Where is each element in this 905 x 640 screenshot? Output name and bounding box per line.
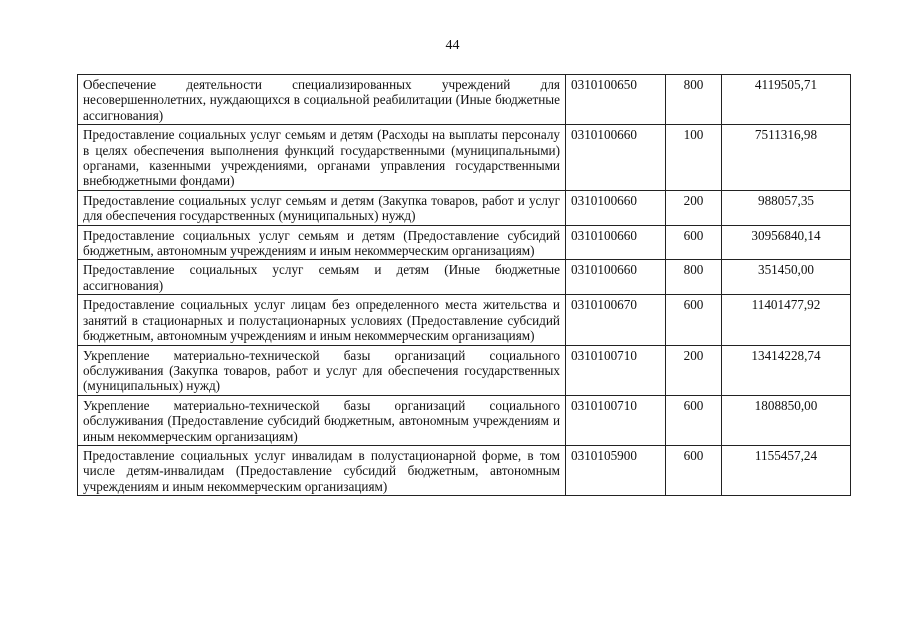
expense-type-code: 200	[666, 345, 722, 395]
table-row	[78, 190, 851, 225]
target-article-code: 0310100710	[566, 395, 666, 445]
row-description: Обеспечение деятельности специализированных учреждений для несовершеннолетних, нуждающихся в социальной реабилитации (Иные бюджетные ассигнования)	[78, 75, 566, 125]
amount: 1808850,00	[722, 395, 851, 445]
expense-type-code: 200	[666, 190, 722, 225]
table-row	[78, 225, 851, 260]
table-row	[78, 445, 851, 495]
amount: 1155457,24	[722, 445, 851, 495]
amount: 11401477,92	[722, 295, 851, 345]
amount: 4119505,71	[722, 75, 851, 125]
amount: 988057,35	[722, 190, 851, 225]
table-row	[78, 260, 851, 295]
expense-type-code: 600	[666, 225, 722, 260]
row-description: Предоставление социальных услуг семьям и детям (Иные бюджетные ассигнования)	[78, 260, 566, 295]
target-article-code: 0310105900	[566, 445, 666, 495]
table-row	[78, 125, 851, 191]
expense-type-code: 800	[666, 75, 722, 125]
row-description: Предоставление социальных услуг семьям и детям (Закупка товаров, работ и услуг для обеспечения государственных (муниципальных) нужд)	[78, 190, 566, 225]
page-number: 44	[445, 38, 460, 53]
expense-type-code: 100	[666, 125, 722, 191]
amount: 13414228,74	[722, 345, 851, 395]
expense-type-code: 600	[666, 395, 722, 445]
amount: 7511316,98	[722, 125, 851, 191]
table-row	[78, 75, 851, 125]
expense-type-code: 600	[666, 445, 722, 495]
target-article-code: 0310100660	[566, 125, 666, 191]
target-article-code: 0310100710	[566, 345, 666, 395]
table-row	[78, 295, 851, 345]
row-description: Предоставление социальных услуг инвалидам в полустационарной форме, в том числе детям-инвалидам (Предоставление субсидий бюджетным, автономным учреждениям и иным некоммерческим организациям)	[78, 445, 566, 495]
table-row	[78, 345, 851, 395]
amount: 30956840,14	[722, 225, 851, 260]
budget-table	[77, 74, 851, 496]
row-description: Укрепление материально-технической базы организаций социального обслуживания (Закупка товаров, работ и услуг для обеспечения государственных (муниципальных) нужд)	[78, 345, 566, 395]
target-article-code: 0310100650	[566, 75, 666, 125]
amount: 351450,00	[722, 260, 851, 295]
target-article-code: 0310100670	[566, 295, 666, 345]
target-article-code: 0310100660	[566, 225, 666, 260]
expense-type-code: 800	[666, 260, 722, 295]
expense-type-code: 600	[666, 295, 722, 345]
target-article-code: 0310100660	[566, 260, 666, 295]
row-description: Предоставление социальных услуг семьям и детям (Расходы на выплаты персоналу в целях обеспечения выполнения функций государственными (муниципальными) органами, казенными учреждениями, органами управления государственными внебюджетными фондами)	[78, 125, 566, 191]
row-description: Предоставление социальных услуг лицам без определенного места жительства и занятий в стационарных и полустационарных условиях (Предоставление субсидий бюджетным, автономным учреждениям и иным некоммерческим организациям)	[78, 295, 566, 345]
row-description: Укрепление материально-технической базы организаций социального обслуживания (Предоставление субсидий бюджетным, автономным учреждениям и иным некоммерческим организациям)	[78, 395, 566, 445]
target-article-code: 0310100660	[566, 190, 666, 225]
row-description: Предоставление социальных услуг семьям и детям (Предоставление субсидий бюджетным, автономным учреждениям и иным некоммерческим организациям)	[78, 225, 566, 260]
table-row	[78, 395, 851, 445]
